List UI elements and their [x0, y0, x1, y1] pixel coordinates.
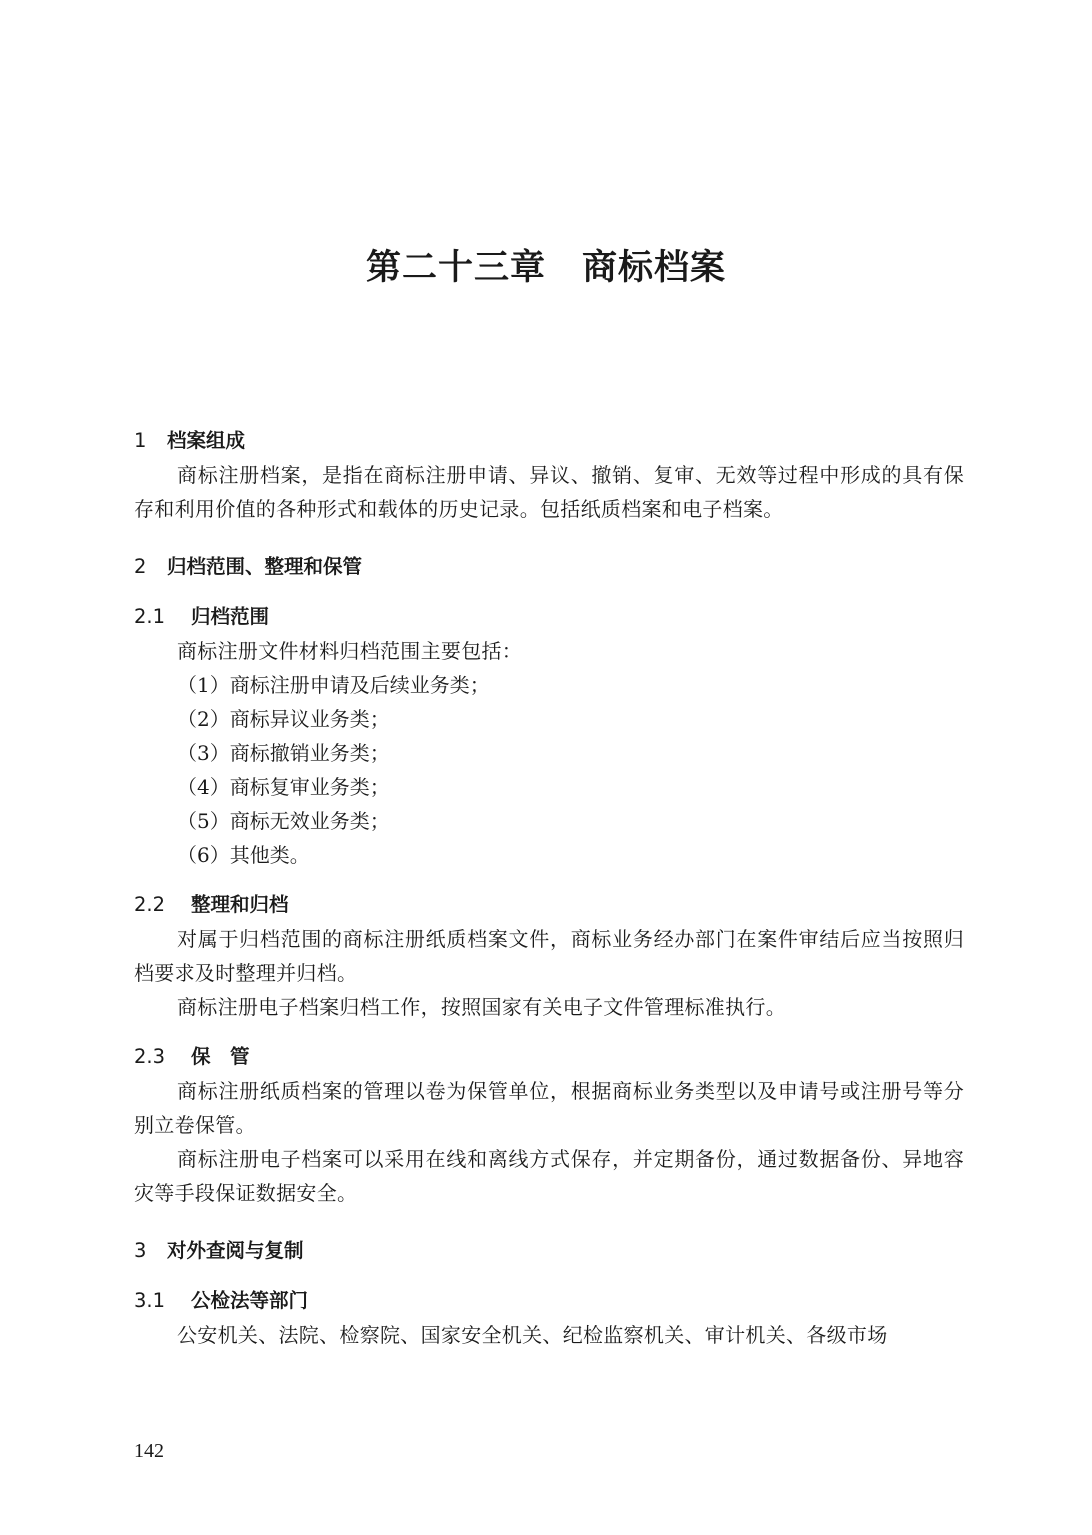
section-number: 3 — [134, 1239, 147, 1262]
section-title: 对外查阅与复制 — [167, 1239, 304, 1262]
section-title: 归档范围、整理和保管 — [167, 555, 363, 578]
subsection-heading — [134, 1284, 964, 1318]
page-number: 142 — [134, 1440, 164, 1462]
subsection-number: 2.3 — [134, 1045, 166, 1068]
subsection-number: 2.2 — [134, 893, 166, 916]
paragraph: 商标注册电子档案归档工作，按照国家有关电子文件管理标准执行。 — [177, 995, 786, 1019]
list-item: （1）商标注册申请及后续业务类； — [177, 673, 490, 697]
paragraph: 商标注册电子档案可以采用在线和离线方式保存，并定期备份，通过数据备份、异地容灾等手段保证数据安全。 — [134, 1147, 964, 1205]
list-item: （6）其他类。 — [177, 843, 310, 867]
section-heading — [134, 424, 964, 458]
subsection-heading — [134, 600, 964, 634]
paragraph: 商标注册纸质档案的管理以卷为保管单位，根据商标业务类型以及申请号或注册号等分别立卷保管。 — [134, 1079, 964, 1137]
subsection-number: 3.1 — [134, 1289, 166, 1312]
paragraph: 商标注册档案，是指在商标注册申请、异议、撤销、复审、无效等过程中形成的具有保存和利用价值的各种形式和载体的历史记录。包括纸质档案和电子档案。 — [134, 463, 964, 521]
paragraph: 对属于归档范围的商标注册纸质档案文件，商标业务经办部门在案件审结后应当按照归档要求及时整理并归档。 — [134, 927, 964, 985]
subsection-title: 公检法等部门 — [191, 1289, 309, 1312]
section-heading — [134, 550, 964, 584]
section-heading — [134, 1234, 964, 1268]
list-item: （4）商标复审业务类； — [177, 775, 390, 799]
subsection-heading — [134, 1040, 964, 1074]
section-number: 1 — [134, 429, 147, 452]
list-item: （5）商标无效业务类； — [177, 809, 390, 833]
list-item: （2）商标异议业务类； — [177, 707, 390, 731]
section-number: 2 — [134, 555, 147, 578]
subsection-title: 保 管 — [191, 1045, 250, 1068]
section-title: 档案组成 — [167, 429, 246, 452]
list-item: （3）商标撤销业务类； — [177, 741, 390, 765]
subsection-title: 整理和归档 — [191, 893, 289, 916]
document-body — [134, 424, 964, 1352]
paragraph: 商标注册文件材料归档范围主要包括： — [177, 639, 523, 663]
subsection-heading — [134, 888, 964, 922]
chapter-title: 第二十三章 商标档案 — [365, 247, 726, 288]
subsection-title: 归档范围 — [191, 605, 270, 628]
subsection-number: 2.1 — [134, 605, 166, 628]
paragraph: 公安机关、法院、检察院、国家安全机关、纪检监察机关、审计机关、各级市场 — [177, 1323, 888, 1347]
